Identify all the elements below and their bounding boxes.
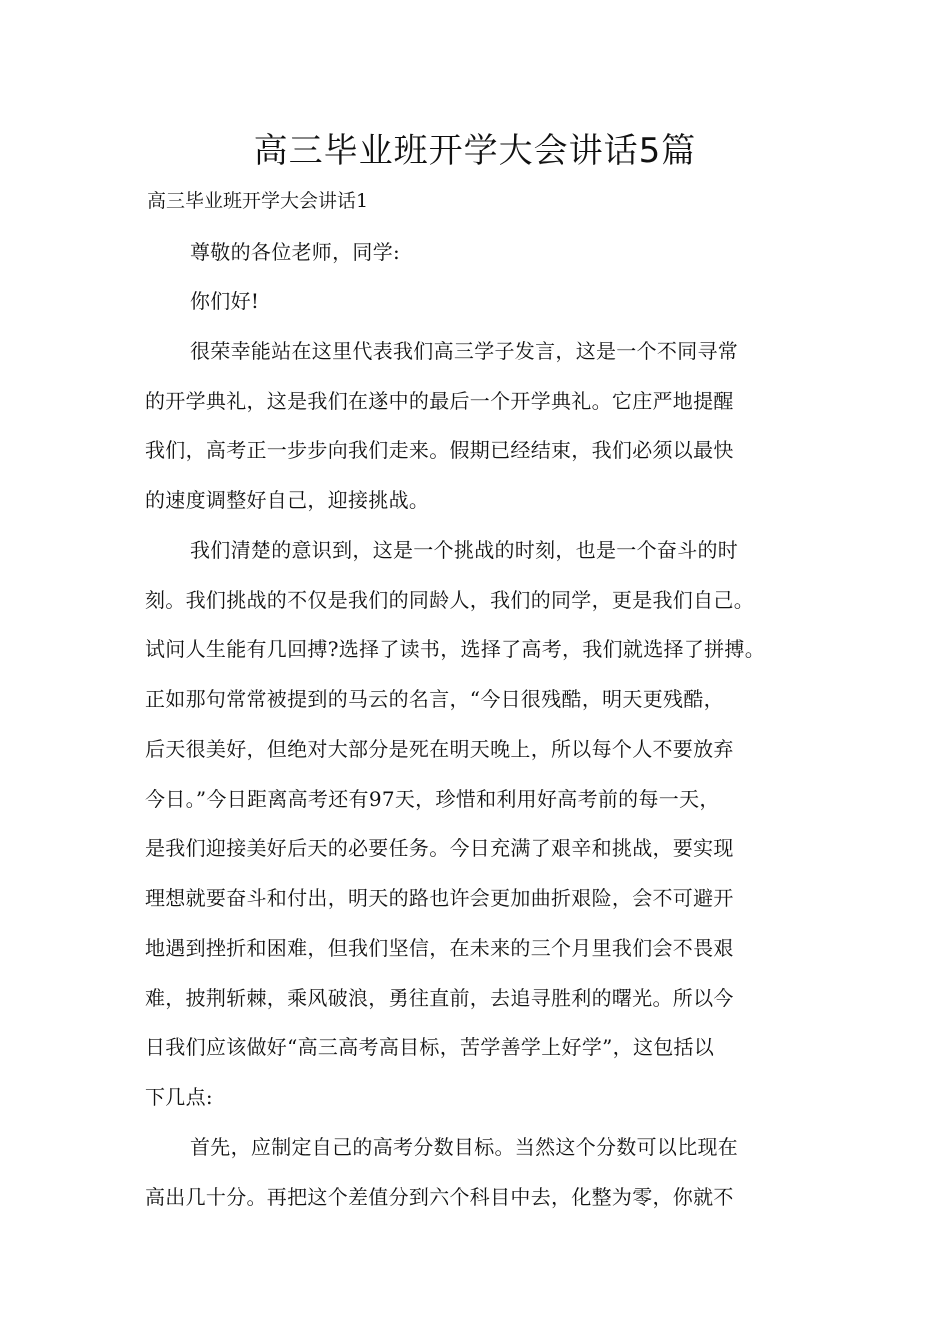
paragraph-line: 刻。我们挑战的不仅是我们的同龄人，我们的同学，更是我们自己。 — [145, 588, 754, 612]
paragraph-line: 日我们应该做好“高三高考高目标，苦学善学上好学”，这包括以 — [145, 1035, 715, 1059]
paragraph-line: 后天很美好，但绝对大部分是死在明天晚上，所以每个人不要放弃 — [145, 737, 734, 761]
paragraph-line: 试问人生能有几回搏?选择了读书，选择了高考，我们就选择了拼搏。 — [145, 637, 766, 661]
paragraph-line: 正如那句常常被提到的马云的名言，“今日很残酷，明天更残酷， — [145, 687, 724, 711]
paragraph-line: 是我们迎接美好后天的必要任务。今日充满了艰辛和挑战，要实现 — [145, 836, 734, 860]
paragraph-line: 高出几十分。再把这个差值分到六个科目中去，化整为零，你就不 — [145, 1185, 734, 1209]
paragraph-line: 我们，高考正一步步向我们走来。假期已经结束，我们必须以最快 — [145, 438, 734, 462]
paragraph-line: 地遇到挫折和困难，但我们坚信，在未来的三个月里我们会不畏艰 — [145, 936, 734, 960]
paragraph-line: 下几点: — [145, 1085, 213, 1109]
document-title: 高三毕业班开学大会讲话5篇 — [253, 131, 697, 171]
paragraph-line: 首先，应制定自己的高考分数目标。当然这个分数可以比现在 — [190, 1135, 739, 1159]
paragraph-line: 的开学典礼，这是我们在遂中的最后一个开学典礼。它庄严地提醒 — [145, 389, 734, 413]
section-heading: 高三毕业班开学大会讲话1 — [147, 190, 369, 212]
paragraph-line: 我们清楚的意识到，这是一个挑战的时刻，也是一个奋斗的时 — [190, 538, 739, 562]
paragraph-line: 难，披荆斩棘，乘风破浪，勇往直前，去追寻胜利的曙光。所以今 — [145, 986, 734, 1010]
greeting-line: 尊敬的各位老师，同学: — [190, 240, 401, 264]
paragraph-line: 的速度调整好自己，迎接挑战。 — [145, 488, 430, 512]
greeting-line: 你们好! — [190, 289, 260, 313]
paragraph-line: 今日。”今日距离高考还有97天，珍惜和利用好高考前的每一天， — [145, 787, 720, 811]
paragraph-line: 理想就要奋斗和付出，明天的路也许会更加曲折艰险，会不可避开 — [145, 886, 734, 910]
paragraph-line: 很荣幸能站在这里代表我们高三学子发言，这是一个不同寻常 — [190, 339, 739, 363]
